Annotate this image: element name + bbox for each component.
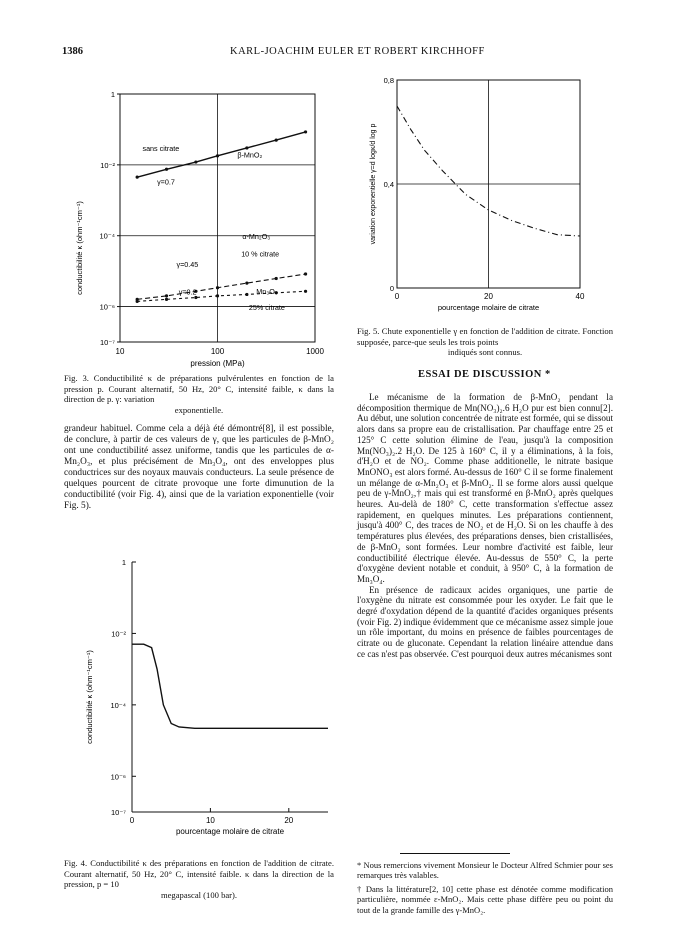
y-axis-label: conductibilité κ (ohm⁻¹cm⁻¹) [85, 650, 94, 744]
y-tick-label: 10⁻⁶ [110, 772, 126, 782]
figure-4-caption-end: megapascal (100 bar). [160, 889, 238, 900]
page-number: 1386 [62, 46, 83, 57]
figure-4-caption-text: Fig. 4. Conductibilité κ des préparations en fonction de l'addition de citrate. Courant alternatif, 50 Hz, 20° C, intensité faible. κ dans la direction de la pression, p = 10 [64, 858, 334, 890]
figure-4 [60, 550, 340, 840]
data-point [245, 293, 248, 296]
x-axis-label: pression (MPa) [190, 359, 245, 368]
data-point [165, 168, 168, 171]
data-point [216, 286, 219, 289]
data-point [245, 146, 248, 149]
x-tick-label: 20 [484, 292, 493, 301]
y-tick-label: 10⁻⁴ [110, 700, 126, 710]
series-line [132, 644, 328, 728]
x-tick-label: 40 [575, 292, 585, 301]
y-tick-label: 1 [121, 558, 126, 567]
data-point [165, 294, 168, 297]
x-tick-label: 0 [129, 816, 135, 825]
left-column-text [64, 424, 334, 512]
footnotes [357, 860, 613, 918]
figure-3-caption-text: Fig. 3. Conductibilité κ de préparations pulvérulentes en fonction de la pression p. Courant alternatif, 50 Hz, 20° C, intensité faible, κ dans la direction de p. γ: variation [64, 373, 334, 405]
figure-3-caption [64, 373, 334, 415]
annotation-5: 10 % citrate [241, 249, 280, 259]
right-paragraph-1: Le mécanisme de la formation de β-MnO₂ pendant la décomposition thermique de Mn(NO₃)₂.6 H₂O pur est bien connu[2]. Au début, une solution concentrée de nitrate est formée, qui se dissout alors dans sa propre eau de cristallisation. Par chauffage entre 25 et 125° C cette solution élimine de l'eau, jusqu'à la composition Mn(NO₃)₂.2 H₂O. De 125 à 160° C, il y a éliminations, à la fois, d'H₂O et de NO₂. Comme phase additionelle, le nitrate basique MnONO₃ est alors formé. Au-dessus de 160° C il se forme finalement un mélange de α-Mn₂O₃ et β-MnO₂. Il se forme alors aussi quelque peu de γ-MnO₂,† mais qui est transformé en β-MnO₂ après quelques heures. Au-delà de 180° C, cette transformation s'effectue assez rapidement, en quelques minutes. Les préparations contiennent, jusqu'à 400° C, des traces de NO₂ et de H₂O. Si on les chauffe à des températures plus élevées, des préparations denses, bien cristallisées, de β-MnO₂ sont formées. Leur nombre d'activité est faible, leur conductibilité électrique élevée. Au-dessus de 550° C, la perte d'oxygène devient notable et conduit, à 950° C, à la formation de Mn₃O₄. [357, 392, 613, 584]
data-point [275, 277, 278, 280]
running-head: KARL-JOACHIM EULER ET ROBERT KIRCHHOFF [230, 46, 485, 57]
figure-5 [355, 70, 615, 315]
data-point [245, 281, 248, 284]
annotation-4: α-Mn₂O₃ [242, 232, 271, 242]
footnote-2: † Dans la littérature[2, 10] cette phase est dénotée comme modification particulière, nommée ε-MnO₂. Mais cette phase diffère peu ou point du tout de la grande famille des γ-MnO₂. [357, 883, 613, 915]
annotation-8: Mn₃O₄ [256, 286, 278, 296]
annotation-3: γ=0.7 [157, 177, 175, 187]
data-point [304, 130, 307, 133]
y-tick-label: 10⁻⁶ [99, 302, 115, 312]
figure-5-caption-text: Fig. 5. Chute exponentielle γ en fonction de l'addition de citrate. Fonction supposée, parce-que seuls les trois points [357, 326, 613, 347]
figure-5-caption [357, 326, 613, 358]
x-tick-label: 1000 [306, 347, 324, 356]
y-tick-label: 10⁻⁷ [99, 338, 115, 347]
right-column-text [357, 392, 613, 660]
annotation-7: γ=0.2 [178, 287, 197, 297]
data-point [165, 298, 168, 301]
footnote-1: * Nous remercions vivement Monsieur le Docteur Alfred Schmier pour ses remarques très valables. [357, 860, 613, 881]
y-tick-label: 1 [110, 90, 115, 99]
y-tick-label: 0,4 [383, 180, 394, 189]
figure-3 [60, 80, 340, 370]
x-tick-label: 0 [394, 292, 400, 301]
data-point [136, 300, 139, 303]
x-tick-label: 10 [205, 816, 215, 825]
y-axis-label: variation exponentielle γ=d logκ/d log p [370, 123, 377, 245]
x-tick-label: 10 [115, 347, 125, 356]
data-point [136, 176, 139, 179]
annotation-9: 25% citrate [248, 303, 285, 313]
x-axis-label: pourcentage molaire de citrate [437, 303, 540, 312]
annotation-1: sans citrate [142, 143, 180, 153]
figure-5-caption-end: indiqués sont connus. [447, 347, 523, 358]
data-point [194, 160, 197, 163]
left-paragraph-1: grandeur habituel. Comme cela a déjà été démontré[8], il est possible, de conclure, à partir de ces valeurs de γ, que les particules de β-MnO₂ ont une conductibilité assez uniforme, tandis que les particules de α-Mn₂O₃, et plus précisément de Mn₃O₄, ont des enveloppes plus conductrices sur des noyaux mauvais conducteurs. La seule présence de quelques pourcent de citrate provoque une forte dimunution de la conductibilité (voir Fig. 4), ainsi que de la variation exponentielle (voir Fig. 5). [64, 424, 334, 512]
y-tick-label: 10⁻² [111, 629, 126, 639]
figure-3-caption-end: exponentielle. [174, 404, 224, 415]
y-axis-label: conductibilité κ (ohm⁻¹cm⁻¹) [75, 201, 84, 295]
y-tick-label: 0 [389, 284, 394, 293]
annotation-2: β-MnO₂ [237, 150, 263, 160]
section-title: ESSAI DE DISCUSSION * [418, 369, 551, 380]
x-tick-label: 100 [210, 347, 225, 356]
y-tick-label: 10⁻⁷ [110, 808, 126, 817]
annotation-6: γ=0.45 [176, 260, 199, 270]
data-point [216, 154, 219, 157]
data-point [304, 272, 307, 275]
x-axis-label: pourcentage molaire de citrate [175, 827, 285, 836]
data-point [304, 290, 307, 293]
figure-4-caption [64, 858, 334, 900]
right-paragraph-2: En présence de radicaux acides organiques, une partie de l'oxygène du nitrate est consommée pour les oxyder. Le fait que le degré d'oxydation dépend de la quantité d'acides organiques présents (voir Fig. 2) indique évidemment que ce mécanisme assez simple joue un rôle important, du moins en présence de faibles pourcentages de citrate ou de gluconate. Cependant la relation linéaire attendue dans ce cas n'est pas observée. C'est pourquoi deux autres mécanismes sont [357, 584, 613, 659]
data-point [216, 294, 219, 297]
data-point [275, 138, 278, 141]
y-tick-label: 0,8 [383, 76, 394, 85]
y-tick-label: 10⁻² [100, 160, 115, 170]
series-line-1 [137, 132, 305, 177]
x-tick-label: 20 [284, 816, 294, 825]
y-tick-label: 10⁻⁴ [99, 231, 115, 241]
footnote-rule [400, 853, 510, 854]
